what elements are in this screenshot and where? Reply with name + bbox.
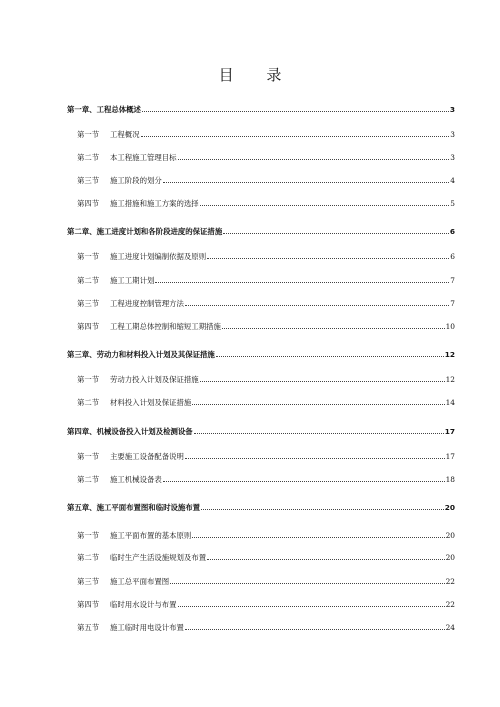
toc-section-entry[interactable]	[77, 251, 455, 262]
toc-page-number: 17	[445, 452, 455, 461]
toc-entry-label: 材料投入计划及保证措施	[110, 398, 192, 407]
toc-section-number: 第一节	[77, 452, 100, 461]
toc-entry-label: 工程概况	[110, 130, 140, 139]
toc-dot-leader	[207, 253, 449, 259]
toc-section-number: 第二节	[77, 398, 100, 407]
toc-page-number: 20	[445, 531, 455, 540]
toc-entry-label: 工程工期总体控制和缩短工期措施	[110, 322, 221, 331]
toc-section-number: 第一节	[77, 130, 100, 139]
toc-section-number: 第四节	[77, 600, 100, 609]
toc-page-number: 6	[449, 227, 455, 236]
toc-section-entry[interactable]	[77, 552, 455, 563]
toc-entry-label: 本工程施工管理目标	[110, 153, 177, 162]
toc-entry-label: 临时用水设计与布置	[110, 600, 177, 609]
toc-section-entry[interactable]	[77, 530, 455, 541]
toc-section-entry[interactable]	[77, 298, 455, 309]
toc-dot-leader	[200, 376, 445, 382]
toc-section-entry[interactable]	[77, 275, 455, 286]
toc-section-number: 第二节	[77, 553, 100, 562]
toc-dot-leader	[155, 277, 449, 283]
toc-entry-label: 施工工期计划	[110, 276, 155, 285]
toc-entry-label: 第四章、机械设备投入计划及检测设备	[67, 427, 193, 436]
toc-page-number: 12	[445, 375, 455, 384]
toc-section-entry[interactable]	[77, 129, 455, 140]
toc-page-number: 24	[445, 623, 455, 632]
toc-page-number: 6	[450, 252, 455, 261]
toc-page-number: 22	[445, 577, 455, 586]
toc-chapter-entry[interactable]	[67, 104, 455, 115]
toc-chapter-entry[interactable]	[67, 426, 455, 437]
toc-page-number: 7	[450, 299, 455, 308]
toc-section-number: 第一节	[77, 252, 100, 261]
toc-entry-label: 施工临时用电设计布置	[110, 623, 184, 632]
toc-dot-leader	[170, 578, 444, 584]
toc-page-number: 18	[445, 475, 455, 484]
toc-dot-leader	[142, 106, 449, 112]
toc-page-number: 3	[450, 130, 455, 139]
toc-dot-leader	[192, 532, 444, 538]
toc-page-number: 14	[445, 398, 455, 407]
page-title: 目 录	[218, 66, 296, 84]
toc-page-number: 4	[450, 176, 455, 185]
toc-page-number: 10	[445, 322, 455, 331]
toc-section-entry[interactable]	[77, 152, 455, 163]
toc-dot-leader	[222, 323, 445, 329]
toc-section-number: 第三节	[77, 176, 100, 185]
toc-section-number: 第二节	[77, 153, 100, 162]
toc-page-number: 12	[444, 350, 455, 359]
toc-section-entry[interactable]	[77, 321, 455, 332]
toc-chapter-entry[interactable]	[67, 349, 455, 360]
toc-chapter-entry[interactable]	[67, 226, 455, 237]
toc-section-entry[interactable]	[77, 374, 455, 385]
toc-dot-leader	[216, 351, 444, 357]
toc-section-number: 第一节	[77, 531, 100, 540]
toc-page-number: 3	[449, 105, 455, 114]
toc-section-number: 第四节	[77, 199, 100, 208]
toc-section-entry[interactable]	[77, 599, 455, 610]
toc-entry-label: 施工措施和施工方案的选择	[110, 199, 199, 208]
toc-entry-label: 施工机械设备表	[110, 475, 162, 484]
toc-page-number: 7	[450, 276, 455, 285]
toc-entry-label: 工程进度控制管理方法	[110, 299, 184, 308]
toc-dot-leader	[185, 300, 449, 306]
toc-section-entry[interactable]	[77, 451, 455, 462]
toc-entry-label: 施工进度计划编制依据及原则	[110, 252, 207, 261]
toc-entry-label: 第五章、施工平面布置图和临时设施布置	[67, 503, 201, 512]
toc-section-number: 第三节	[77, 299, 100, 308]
toc-dot-leader	[201, 504, 444, 510]
toc-dot-leader	[185, 453, 445, 459]
toc-section-entry[interactable]	[77, 474, 455, 485]
toc-page-number: 3	[450, 153, 455, 162]
toc-section-number: 第一节	[77, 375, 100, 384]
toc-dot-leader	[223, 228, 449, 234]
toc-dot-leader	[141, 131, 450, 137]
toc-entry-label: 临时生产生活设施规划及布置	[110, 553, 207, 562]
toc-entry-label: 主要施工设备配备说明	[110, 452, 184, 461]
toc-dot-leader	[200, 200, 450, 206]
toc-entry-label: 劳动力投入计划及保证措施	[110, 375, 199, 384]
toc-dot-leader	[178, 601, 445, 607]
toc-section-number: 第二节	[77, 276, 100, 285]
toc-section-entry[interactable]	[77, 175, 455, 186]
toc-section-number: 第三节	[77, 577, 100, 586]
toc-entry-label: 施工阶段的划分	[110, 176, 162, 185]
toc-dot-leader	[185, 624, 445, 630]
toc-entry-label: 第三章、劳动力和材料投入计划及其保证措施	[67, 350, 215, 359]
toc-section-number: 第五节	[77, 623, 100, 632]
toc-dot-leader	[207, 554, 445, 560]
toc-section-number: 第二节	[77, 475, 100, 484]
toc-section-number: 第四节	[77, 322, 100, 331]
toc-section-entry[interactable]	[77, 622, 455, 633]
toc-chapter-entry[interactable]	[67, 502, 455, 513]
toc-section-entry[interactable]	[77, 397, 455, 408]
toc-page-number: 22	[445, 600, 455, 609]
toc-entry-label: 施工总平面布置图	[110, 577, 170, 586]
toc-page-number: 5	[450, 199, 455, 208]
toc-dot-leader	[163, 476, 445, 482]
toc-dot-leader	[163, 177, 450, 183]
toc-entry-label: 施工平面布置的基本原则	[110, 531, 192, 540]
toc-page-number: 20	[445, 553, 455, 562]
toc-dot-leader	[194, 428, 444, 434]
toc-page-number: 20	[444, 503, 455, 512]
toc-entry-label: 第二章、施工进度计划和各阶段进度的保证措施	[67, 227, 223, 236]
toc-page-number: 17	[444, 427, 455, 436]
toc-dot-leader	[192, 399, 444, 405]
toc-dot-leader	[178, 154, 450, 160]
toc-section-entry[interactable]	[77, 198, 455, 209]
toc-entry-label: 第一章、工程总体概述	[67, 105, 141, 114]
toc-section-entry[interactable]	[77, 576, 455, 587]
